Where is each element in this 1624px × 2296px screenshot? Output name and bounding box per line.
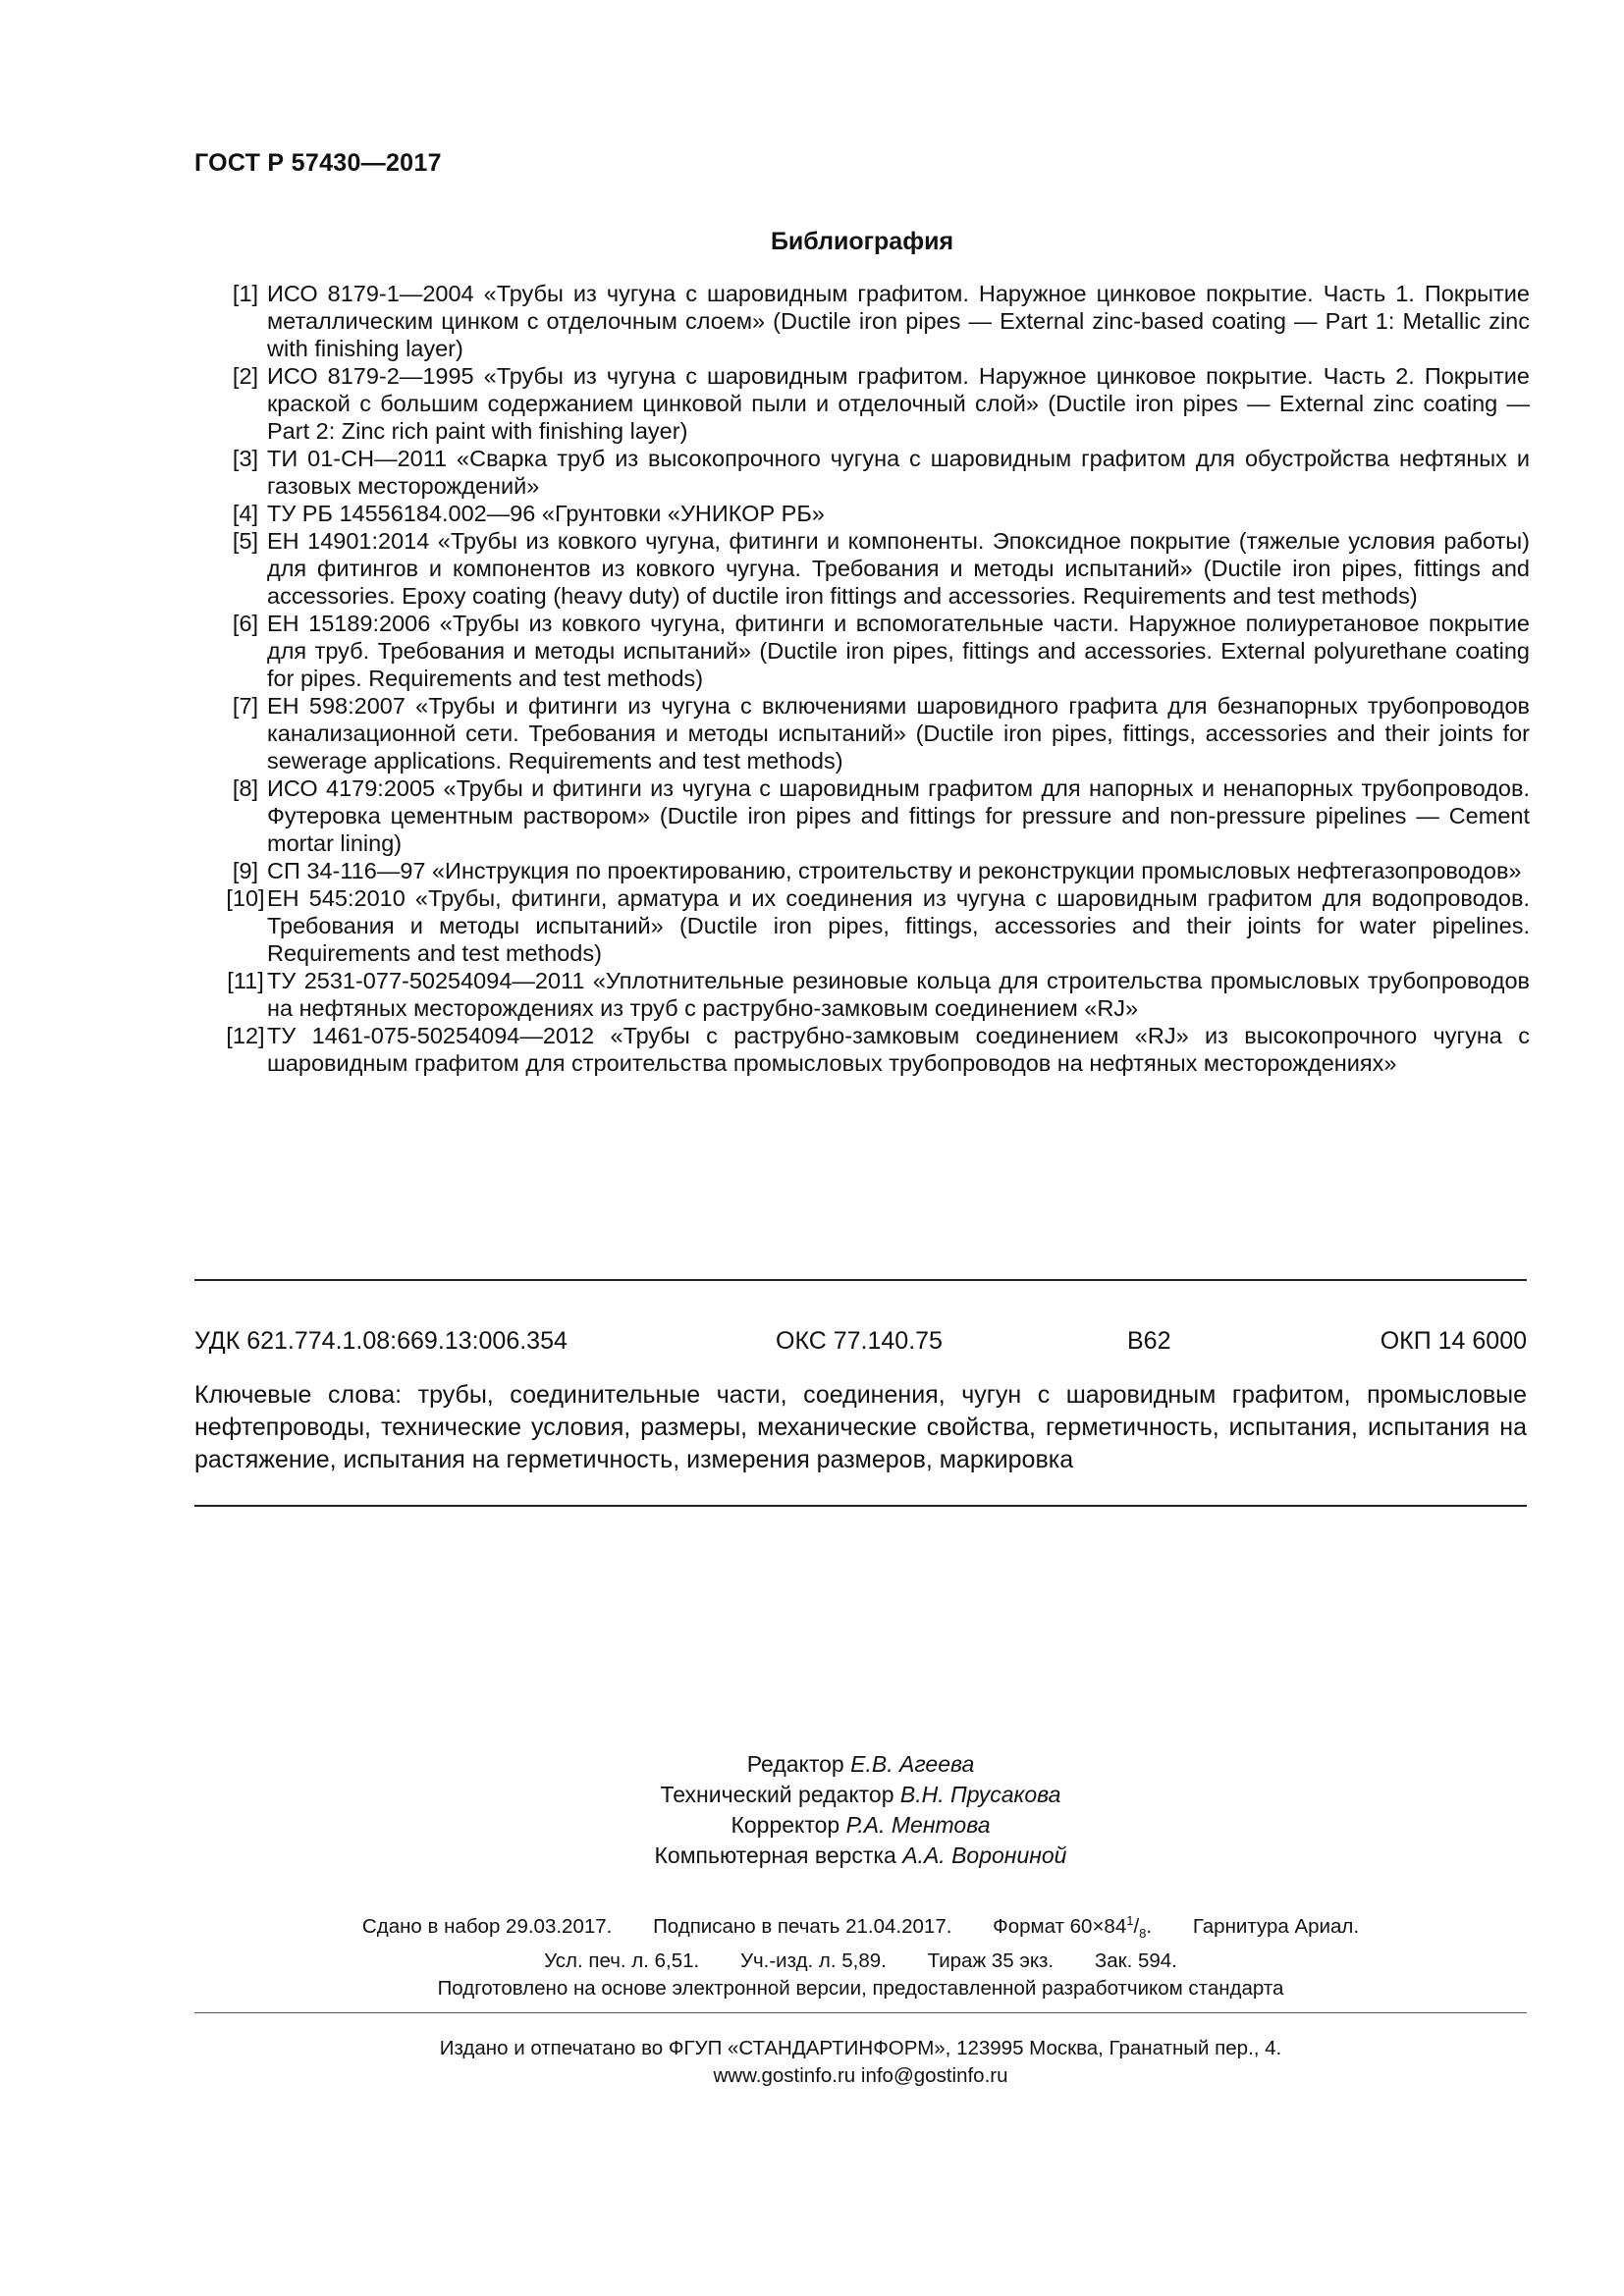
editor-name: Е.В. Агеева xyxy=(850,1751,975,1777)
publisher-block xyxy=(194,2035,1527,2090)
bib-text: ТИ 01-СН—2011 «Сварка труб из высокопрочного чугуна с шаровидным графитом для обустройства нефтяных и газовых месторождений» xyxy=(267,446,1530,499)
prepared-note: Подготовлено на основе электронной версии, предоставленной разработчиком стандарта xyxy=(437,1976,1284,2000)
bib-number: [11] xyxy=(227,968,264,993)
bib-text: ЕН 545:2010 «Трубы, фитинги, арматура и их соединения из чугуна с шаровидным графитом для водопроводов. Требования и методы испытаний» (Ductile iron pipes, fittings, accessories and their joints for water pipelines. Requirements and test methods) xyxy=(267,885,1530,966)
order-number: Зак. 594. xyxy=(1094,1949,1177,1972)
layout-name: А.А. Ворониной xyxy=(902,1842,1067,1868)
bibliography-list xyxy=(194,280,1530,1077)
keywords: Ключевые слова: трубы, соединительные части, соединения, чугун с шаровидным графитом, промысловые нефтепроводы, технические условия, размеры, механические свойства, герметичность, испытания, испытания на растяжение, испытания на герметичность, измерения размеров, маркировка xyxy=(194,1381,1527,1473)
bibliography-item xyxy=(194,857,1530,884)
bibliography-item xyxy=(194,692,1530,774)
bibliography-item xyxy=(194,527,1530,610)
bib-text: ТУ 2531-077-50254094—2011 «Уплотнительные резиновые кольца для строительства промысловых трубопроводов на нефтяных месторождениях из труб с раструбно-замковым соединением «RJ» xyxy=(267,968,1530,1021)
layout-label: Компьютерная верстка xyxy=(654,1842,896,1868)
bib-number: [9] xyxy=(232,858,259,883)
editors-block xyxy=(194,1749,1527,1871)
bib-number: [5] xyxy=(232,528,259,554)
imprint-block xyxy=(194,1907,1527,2002)
bib-text: ЕН 15189:2006 «Трубы из ковкого чугуна, фитинги и вспомогательные части. Наружное полиуретановое покрытие для труб. Требования и методы испытаний» (Ductile iron pipes, fittings and accessories. External polyurethane coating for pipes. Requirements and test methods) xyxy=(267,611,1530,691)
print-sheets: Усл. печ. л. 6,51. xyxy=(544,1949,700,1972)
bib-number: [2] xyxy=(232,363,259,389)
udk-code: УДК 621.774.1.08:669.13:006.354 xyxy=(194,1327,568,1355)
bib-text: ЕН 14901:2014 «Трубы из ковкого чугуна, фитинги и компоненты. Эпоксидное покрытие (тяжелые условия работы) для фитингов и компонентов из ковкого чугуна. Требования и методы испытаний» (Ductile iron pipes, fittings and accessories. Epoxy coating (heavy duty) of ductile iron fittings and accessories. Requirements and test methods) xyxy=(267,528,1530,609)
bib-number: [3] xyxy=(232,446,259,471)
divider-imprint xyxy=(194,2012,1527,2013)
bibliography-item xyxy=(194,500,1530,527)
divider-bottom xyxy=(194,1505,1527,1507)
bib-text: ИСО 4179:2005 «Трубы и фитинги из чугуна с шаровидным графитом для напорных и ненапорных трубопроводов. Футеровка цементным раствором» (Ductile iron pipes and fittings for pressure and non-pressure pipelines — Cement mortar lining) xyxy=(267,775,1530,856)
bib-text: ИСО 8179-2—1995 «Трубы из чугуна с шаровидным графитом. Наружное цинковое покрытие. Часть 2. Покрытие краской с большим содержанием цинковой пыли и отделочный слой» (Ductile iron pipes — External zinc coating — Part 2: Zinc rich paint with finishing layer) xyxy=(267,363,1530,444)
bib-text: ИСО 8179-1—2004 «Трубы из чугуна с шаровидным графитом. Наружное цинковое покрытие. Часть 1. Покрытие металлическим цинком с отделочным слоем» (Ductile iron pipes — External zinc-based coating — Part 1: Metallic zinc with finishing layer) xyxy=(267,281,1530,361)
editor-label: Редактор xyxy=(746,1751,844,1777)
group-code: В62 xyxy=(1127,1327,1171,1355)
divider-top xyxy=(194,1279,1527,1281)
publisher-address: Издано и отпечатано во ФГУП «СТАНДАРТИНФОРМ», 123995 Москва, Гранатный пер., 4. xyxy=(439,2037,1282,2059)
bibliography-item xyxy=(194,362,1530,445)
bibliography-item xyxy=(194,774,1530,857)
standard-number: ГОСТ Р 57430—2017 xyxy=(194,149,442,177)
signed-date: Подписано в печать 21.04.2017. xyxy=(653,1914,952,1938)
bib-number: [7] xyxy=(232,693,259,719)
bib-text: ТУ РБ 14556184.002—96 «Грунтовки «УНИКОР РБ» xyxy=(267,501,825,526)
bib-text: ТУ 1461-075-50254094—2012 «Трубы с раструбно-замковым соединением «RJ» из высокопрочного чугуна с шаровидным графитом для строительства промысловых трубопроводов на нефтяных месторождениях» xyxy=(267,1023,1530,1076)
bibliography-item xyxy=(194,280,1530,362)
bibliography-item xyxy=(194,445,1530,500)
bib-number: [12] xyxy=(226,1023,265,1048)
okp-code: ОКП 14 6000 xyxy=(1380,1327,1527,1355)
oks-code: ОКС 77.140.75 xyxy=(776,1327,943,1355)
corrector-name: Р.А. Ментова xyxy=(845,1812,991,1838)
publisher-site-link[interactable]: www.gostinfo.ru xyxy=(713,2064,856,2087)
pub-sheets: Уч.-изд. л. 5,89. xyxy=(739,1949,887,1972)
circulation: Тираж 35 экз. xyxy=(927,1949,1055,1972)
publisher-email-link[interactable]: info@gostinfo.ru xyxy=(860,2064,1008,2087)
bib-number: [1] xyxy=(232,281,259,306)
bibliography-item xyxy=(194,1022,1530,1077)
typeface: Гарнитура Ариал. xyxy=(1192,1914,1360,1938)
submitted-date: Сдано в набор 29.03.2017. xyxy=(361,1914,613,1938)
paper-format: Формат $60\times 84^1/_8$. xyxy=(993,1913,1153,1941)
bibliography-item xyxy=(194,610,1530,692)
bib-number: [4] xyxy=(232,501,259,526)
bibliography-title: Библиография xyxy=(770,228,954,255)
bibliography-item xyxy=(194,884,1530,967)
tech-editor-label: Технический редактор xyxy=(660,1782,894,1807)
bib-text: СП 34-116—97 «Инструкция по проектированию, строительству и реконструкции промысловых нефтегазопроводов» xyxy=(267,858,1522,883)
bib-number: [8] xyxy=(232,775,259,801)
bib-number: [10] xyxy=(226,885,265,911)
bibliography-item xyxy=(194,967,1530,1022)
bib-text: ЕН 598:2007 «Трубы и фитинги из чугуна с включениями шаровидного графита для безнапорных трубопроводов канализационной сети. Требования и методы испытаний» (Ductile iron pipes, fittings, accessories and their joints for sewerage applications. Requirements and test methods) xyxy=(267,693,1530,774)
tech-editor-name: В.Н. Прусакова xyxy=(899,1782,1061,1807)
bib-number: [6] xyxy=(232,611,259,636)
corrector-label: Корректор xyxy=(731,1812,840,1838)
